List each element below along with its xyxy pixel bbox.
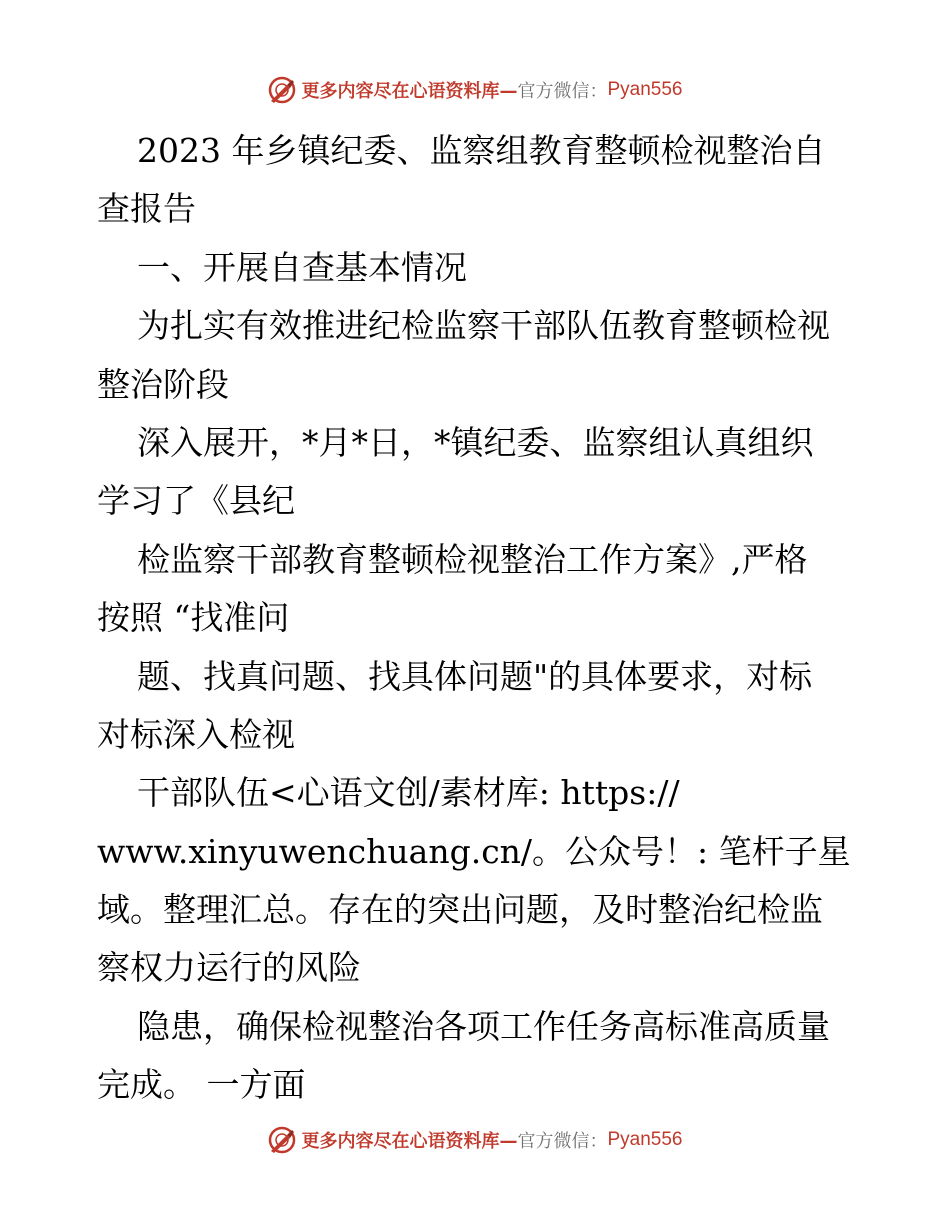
paragraph-line: 学习了《县纪 bbox=[97, 481, 295, 521]
paragraph-line: 完成。 一方面 bbox=[97, 1065, 306, 1105]
header-banner bbox=[0, 70, 950, 110]
paragraph-line: 域。整理汇总。存在的突出问题，及时整治纪检监 bbox=[97, 890, 823, 930]
banner-slogan: 更多内容尽在心语资料库— bbox=[301, 1131, 518, 1152]
section-heading: 一、开展自查基本情况 bbox=[137, 247, 467, 287]
paragraph-line: 整治阶段 bbox=[97, 364, 229, 404]
banner-wechat-id: Pyan556 bbox=[607, 79, 683, 100]
title-line-2: 查报告 bbox=[97, 189, 196, 229]
banner-wechat-label: 官方微信： bbox=[517, 1131, 608, 1152]
paragraph-line: 干部队伍<心语文创/素材库: https:// bbox=[137, 773, 680, 813]
paragraph-line: 察权力运行的风险 bbox=[97, 948, 361, 988]
paragraph-line: 检监察干部教育整顿检视整治工作方案》,严格 bbox=[137, 539, 808, 579]
paragraph-line: 按照 “找准问 bbox=[97, 598, 290, 638]
paragraph-line: 对标深入检视 bbox=[97, 714, 295, 754]
paragraph-line: 深入展开，*月*日，*镇纪委、监察组认真组织 bbox=[137, 422, 814, 462]
banner-wechat-label: 官方微信： bbox=[517, 81, 608, 102]
paragraph-line: 题、找真问题、找具体问题"的具体要求，对标 bbox=[137, 656, 813, 696]
pen-logo-icon bbox=[267, 1125, 297, 1155]
document-body bbox=[97, 122, 857, 1115]
banner-slogan: 更多内容尽在心语资料库— bbox=[301, 81, 518, 102]
paragraph-line: 为扎实有效推进纪检监察干部队伍教育整顿检视 bbox=[137, 306, 830, 346]
footer-banner bbox=[0, 1120, 950, 1160]
paragraph-line: www.xinyuwenchuang.cn/。公众号！: 笔杆子星 bbox=[97, 831, 851, 871]
title-line-1: 2023 年乡镇纪委、监察组教育整顿检视整治自 bbox=[137, 131, 826, 170]
pen-logo-icon bbox=[267, 75, 297, 105]
paragraph-line: 隐患，确保检视整治各项工作任务高标准高质量 bbox=[137, 1006, 830, 1046]
banner-wechat-id: Pyan556 bbox=[607, 1129, 683, 1150]
